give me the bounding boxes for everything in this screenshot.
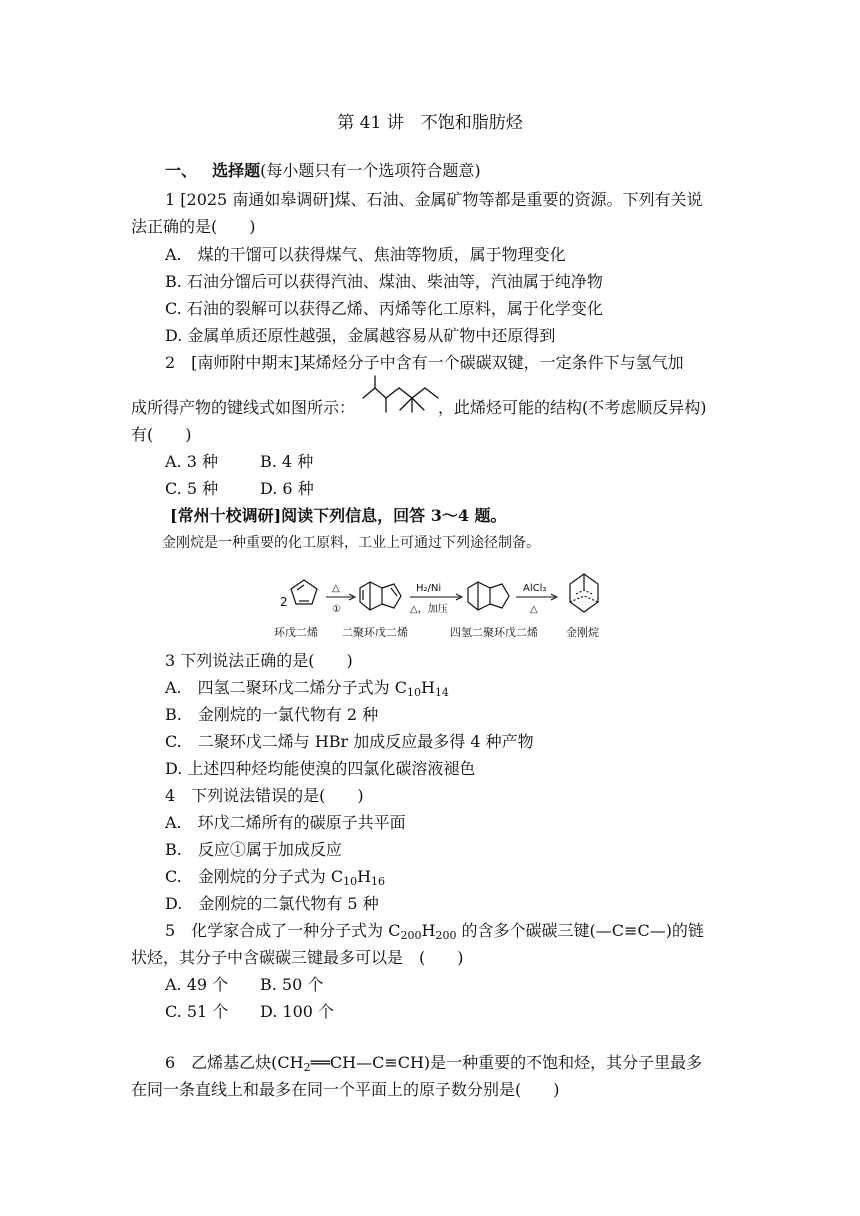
q1-stem-line1: 1 [2025 南通如皋调研]煤、石油、金属矿物等都是重要的资源。下列有关说 [165,190,703,209]
q2-skeletal-structure [355,374,447,416]
q5-option-b: B. 50 个 [260,975,324,994]
q2-stem-line1: 2 [南师附中期末]某烯烃分子中含有一个碳碳双键，一定条件下与氢气加 [165,353,684,372]
q5-stem-post: 的含多个碳碳三键(—C≡C—)的链 [456,921,704,940]
q5-option-d: D. 100 个 [260,1002,335,1021]
q6-stem-pre: 6 乙烯基乙炔(CH [165,1053,304,1072]
q4-stem: 4 下列说法错误的是( ) [165,786,364,805]
q4-option-c-h: H [357,867,372,886]
arrow3-top-text: AlCl₃ [523,583,547,594]
section-number: 一、 [165,161,198,180]
group-passage: 金刚烷是一种重要的化工原料，工业上可通过下列途径制备。 [162,535,540,551]
q4-option-c-text: C. 金刚烷的分子式为 C [165,867,344,886]
group-intro: [常州十校调研]阅读下列信息，回答 3～4 题。 [170,506,507,525]
q2-option-a: A. 3 种 [165,452,218,471]
q1-option-d: D. 金属单质还原性越强，金属越容易从矿物中还原得到 [165,326,556,345]
label-cyclopentadiene: 环戊二烯 [274,626,318,639]
section-heading [165,160,481,182]
q5-option-c: C. 51 个 [165,1002,229,1021]
arrow1-top-text: △ [332,583,340,594]
q1-option-c: C. 石油的裂解可以获得乙烯、丙烯等化工原料，属于化学变化 [165,299,603,318]
q6-stem-line1 [165,1052,702,1079]
q4-option-b: B. 反应①属于加成反应 [165,840,342,859]
q5-options-row2 [165,1001,334,1023]
q5-stem-line2: 状烃，其分子中含碳碳三键最多可以是 ( ) [131,948,464,967]
q5-stem-line1 [165,920,704,947]
section-label: 选择题 [212,161,261,180]
q1-option-b: B. 石油分馏后可以获得汽油、煤油、柴油等，汽油属于纯净物 [165,272,603,291]
label-adamantane: 金刚烷 [566,626,599,639]
q2-option-d: D. 6 种 [260,479,314,498]
q2-stem-line2b: ，此烯烃可能的结构(不考虑顺反异构) [438,398,707,417]
q3-option-a [165,677,449,704]
q2-options-row1 [165,451,313,473]
q2-stem-line3: 有( ) [131,425,192,444]
arrow2-bottom-text: △，加压 [410,604,448,615]
label-dicyclopentadiene: 二聚环戊二烯 [342,626,408,639]
q3-option-d: D. 上述四种烃均能使溴的四氯化碳溶液褪色 [165,759,476,778]
arrow3-bottom-text: △ [530,604,538,615]
q5-option-a: A. 49 个 [165,975,229,994]
q6-sub1: 2 [303,1061,311,1074]
q4-option-c-sub2: 16 [371,875,386,888]
q3-option-a-h: H [420,678,435,697]
q3-option-b: B. 金刚烷的一氯代物有 2 种 [165,705,379,724]
q1-option-a: A. 煤的干馏可以获得煤气、焦油等物质，属于物理变化 [165,245,566,264]
q2-stem-line2a: 成所得产物的键线式如图所示： [131,398,356,417]
reaction-scheme [270,572,630,650]
q3-option-c: C. 二聚环戊二烯与 HBr 加成反应最多得 4 种产物 [165,732,534,751]
dicyclopentadiene-structure [360,582,401,610]
q5-options-row1 [165,974,323,996]
q5-sub1: 200 [400,929,422,942]
q2-options-row2 [165,478,314,500]
q4-option-c-sub1: 10 [343,875,358,888]
arrow1-bottom-text: ① [332,604,341,615]
q3-option-a-text: A. 四氢二聚环戊二烯分子式为 C [165,678,407,697]
q4-option-a: A. 环戊二烯所有的碳原子共平面 [165,813,406,832]
q3-stem: 3 下列说法正确的是( ) [165,651,353,670]
q5-sub2: 200 [435,929,457,942]
q3-option-a-sub1: 10 [406,686,421,699]
q5-h: H [421,921,436,940]
q3-option-a-sub2: 14 [434,686,449,699]
tetrahydrodicyclopentadiene-structure [468,582,509,610]
q4-option-d: D. 金刚烷的二氯代物有 5 种 [165,894,379,913]
page-title: 第 41 讲 不饱和脂肪烃 [337,113,523,133]
scheme-coefficient: 2 [280,595,288,609]
q2-option-c: C. 5 种 [165,479,219,498]
arrow2-top-text: H₂/Ni [416,583,442,594]
section-note: (每小题只有一个选项符合题意) [260,161,481,180]
q6-stem-line2: 在同一条直线上和最多在同一个平面上的原子数分别是( ) [131,1080,560,1099]
q4-option-c [165,866,385,893]
q1-stem-line2: 法正确的是( ) [131,217,256,236]
label-tetrahydrodicyclopentadiene: 四氢二聚环戊二烯 [450,626,538,639]
q6-stem-post: ══CH—C≡CH)是一种重要的不饱和烃，其分子里最多 [310,1053,703,1072]
adamantane-structure [570,574,598,612]
cyclopentadiene-structure [291,580,317,604]
q5-stem-pre: 5 化学家合成了一种分子式为 C [165,921,401,940]
q2-option-b: B. 4 种 [260,452,314,471]
